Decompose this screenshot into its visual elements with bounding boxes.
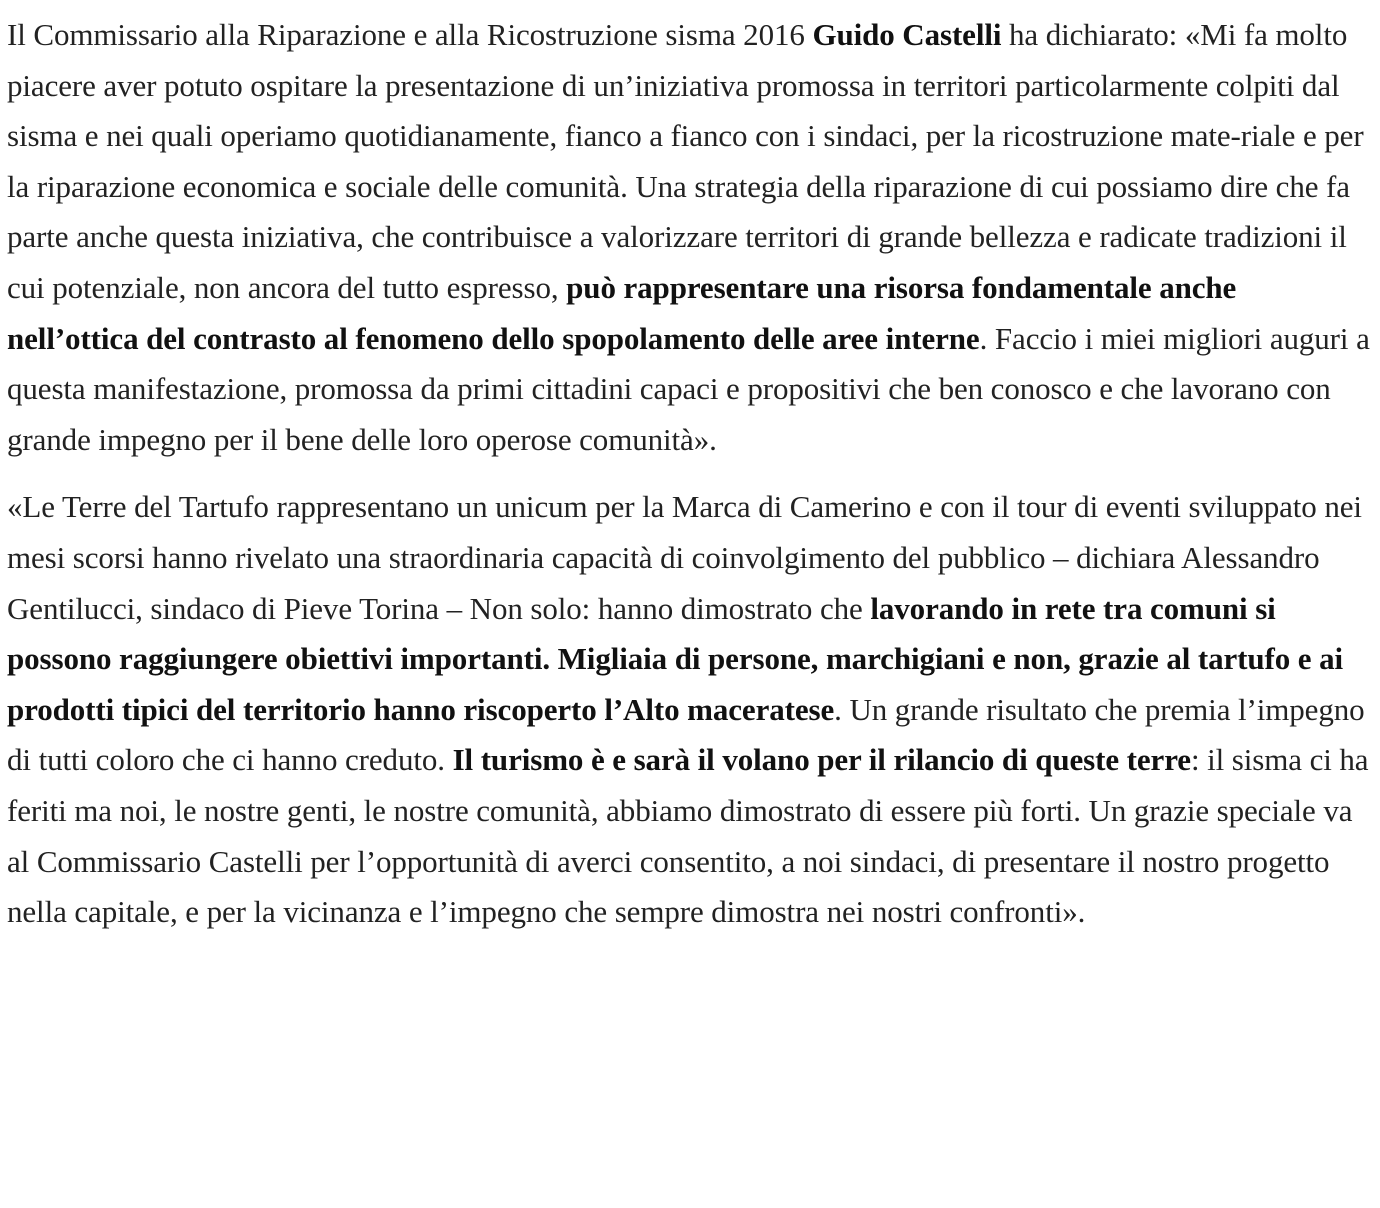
text-segment: «Le Terre del Tartufo rappresentano un unicum per la Marca di Camerino e con il tour di eventi sviluppato nei mesi scorsi hanno rivelato una straordinaria capacità di coinvolgimento del pubblico – dichiara Alessandro Gentilucci, sindaco di Pieve Torina – Non solo: hanno dimostrato che	[7, 489, 1362, 626]
text-segment: . Faccio i miei migliori auguri a questa manifestazione, promossa da primi cittadini capaci e propositivi che ben conosco e che lavorano con grande impegno per il bene delle loro operose comunità».	[7, 320, 1370, 457]
bold-highlight-turismo: Il turismo è e sarà il volano per il rilancio di queste terre	[452, 742, 1191, 778]
text-segment: : il sisma ci ha feriti ma noi, le nostre genti, le nostre comunità, abbiamo dimostrato di essere più forti. Un grazie speciale va al Commissario Castelli per l’opportunità di averci consentito, a noi sindaci, di presentare il nostro progetto nella capitale, e per la vicinanza e l’impegno che sempre dimostra nei nostri confronti».	[7, 742, 1369, 930]
text-segment: Il Commissario alla Riparazione e alla Ricostruzione sisma 2016	[7, 17, 813, 52]
paragraph-castelli-quote	[7, 10, 1372, 465]
bold-highlight-spopolamento: può rappresentare una risorsa fondamentale anche nell’ottica del contrasto al fenomeno dello spopolamento delle aree interne	[7, 269, 1237, 356]
bold-name-guido-castelli: Guido Castelli	[812, 17, 1002, 52]
text-segment: ha dichiarato: «Mi fa molto piacere aver potuto ospitare la presentazione di un’iniziativa promossa in territori particolarmente colpiti dal sisma e nei quali operiamo quotidianamente, fianco a fianco con i sindaci, per la ricostruzione mate-riale e per la riparazione economica e sociale delle comunità. Una strategia della riparazione di cui possiamo dire che fa parte anche questa iniziativa, che contribuisce a valorizzare territori di grande bellezza e radicate tradizioni il cui potenziale, non ancora del tutto espresso,	[7, 17, 1364, 305]
text-segment: . Un grande risultato che premia l’impegno di tutti coloro che ci hanno creduto.	[7, 691, 1365, 778]
paragraph-gentilucci-quote	[7, 482, 1372, 937]
bold-highlight-lavorando-in-rete: lavorando in rete tra comuni si possono raggiungere obiettivi importanti. Migliaia di persone, marchigiani e non, grazie al tartufo e ai prodotti tipici del territorio hanno riscoperto l’Alto maceratese	[7, 590, 1344, 727]
